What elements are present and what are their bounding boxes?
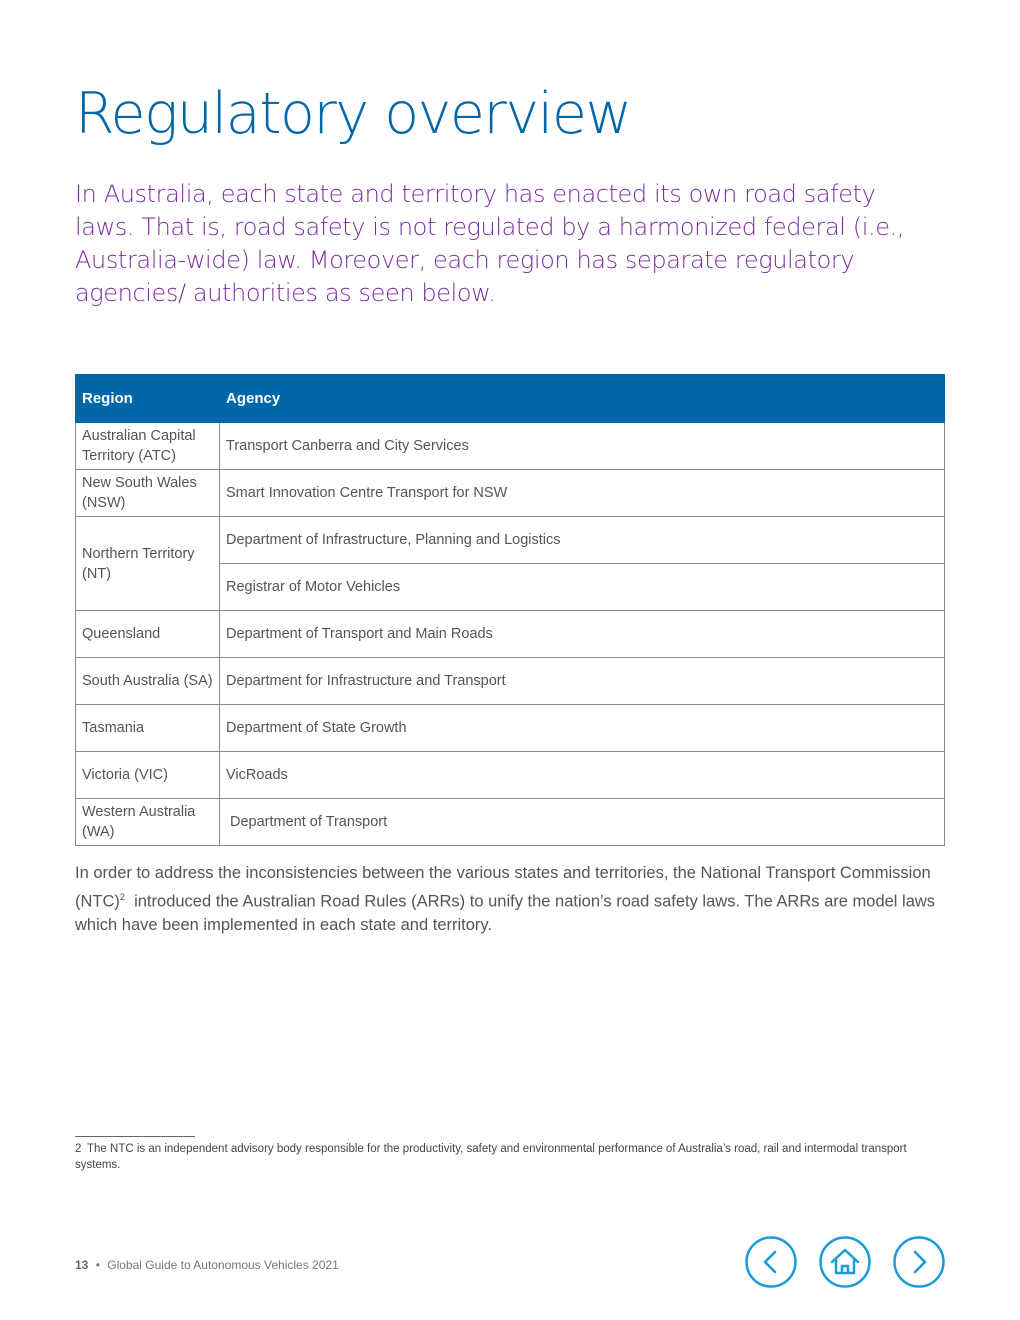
chevron-left-icon (745, 1236, 797, 1288)
table-row (76, 658, 945, 705)
agency-cell: Department of State Growth (220, 705, 945, 752)
page-title: Regulatory overview (75, 81, 631, 147)
region-cell: New South Wales (NSW) (76, 470, 220, 517)
agency-cell: Registrar of Motor Vehicles (220, 564, 945, 611)
table-row (76, 611, 945, 658)
agency-cell: Department for Infrastructure and Transport (220, 658, 945, 705)
agency-cell: Department of Transport and Main Roads (220, 611, 945, 658)
table-row (76, 705, 945, 752)
home-button[interactable] (819, 1236, 871, 1288)
footnote-divider (75, 1136, 195, 1137)
footnote-number: 2 (75, 1143, 82, 1155)
region-cell: South Australia (SA) (76, 658, 220, 705)
next-page-button[interactable] (893, 1236, 945, 1288)
previous-page-button[interactable] (745, 1236, 797, 1288)
table-row (76, 517, 945, 564)
table-header-row (76, 375, 945, 423)
chevron-right-icon (893, 1236, 945, 1288)
agency-cell: Department of Infrastructure, Planning and Logistics (220, 517, 945, 564)
table-row (76, 470, 945, 517)
table-row (76, 752, 945, 799)
footnote-text: The NTC is an independent advisory body responsible for the productivity, safety and environmental performance of Australia’s road, rail and intermodal transport systems. (75, 1143, 907, 1171)
page-footer (75, 1258, 339, 1272)
region-cell: Tasmania (76, 705, 220, 752)
body-paragraph (75, 862, 945, 937)
intro-paragraph: In Australia, each state and territory has enacted its own road safety laws. That is, road safety is not regulated by a harmonized federal (i.e., Australia-wide) law. Moreover, each region has separate regulatory agencies/ authorities as seen below. (75, 180, 905, 307)
agency-cell: Department of Transport (220, 799, 945, 846)
region-cell: Northern Territory (NT) (76, 517, 220, 611)
home-icon (819, 1236, 871, 1288)
page-number: 13 (75, 1258, 89, 1272)
agency-cell: Transport Canberra and City Services (220, 423, 945, 470)
header-region: Region (76, 375, 220, 423)
footer-separator: • (95, 1258, 100, 1272)
footnote (75, 1141, 945, 1173)
table-row (76, 423, 945, 470)
footnote-reference[interactable]: 2 (119, 891, 125, 902)
publication-title: Global Guide to Autonomous Vehicles 2021 (107, 1258, 339, 1272)
agency-cell: Smart Innovation Centre Transport for NSW (220, 470, 945, 517)
body-text-part1: In order to address the inconsistencies between the various states and territories, the National Transport Commission (NTC) (75, 864, 931, 910)
region-cell: Australian Capital Territory (ATC) (76, 423, 220, 470)
regulatory-agencies-table (75, 374, 945, 846)
region-cell: Victoria (VIC) (76, 752, 220, 799)
agency-cell: VicRoads (220, 752, 945, 799)
region-cell: Western Australia (WA) (76, 799, 220, 846)
body-text-part2: introduced the Australian Road Rules (ARRs) to unify the nation’s road safety laws. The ARRs are model laws which have been implemented in each state and territory. (75, 892, 936, 934)
header-agency: Agency (220, 375, 945, 423)
region-cell: Queensland (76, 611, 220, 658)
table-row (76, 799, 945, 846)
